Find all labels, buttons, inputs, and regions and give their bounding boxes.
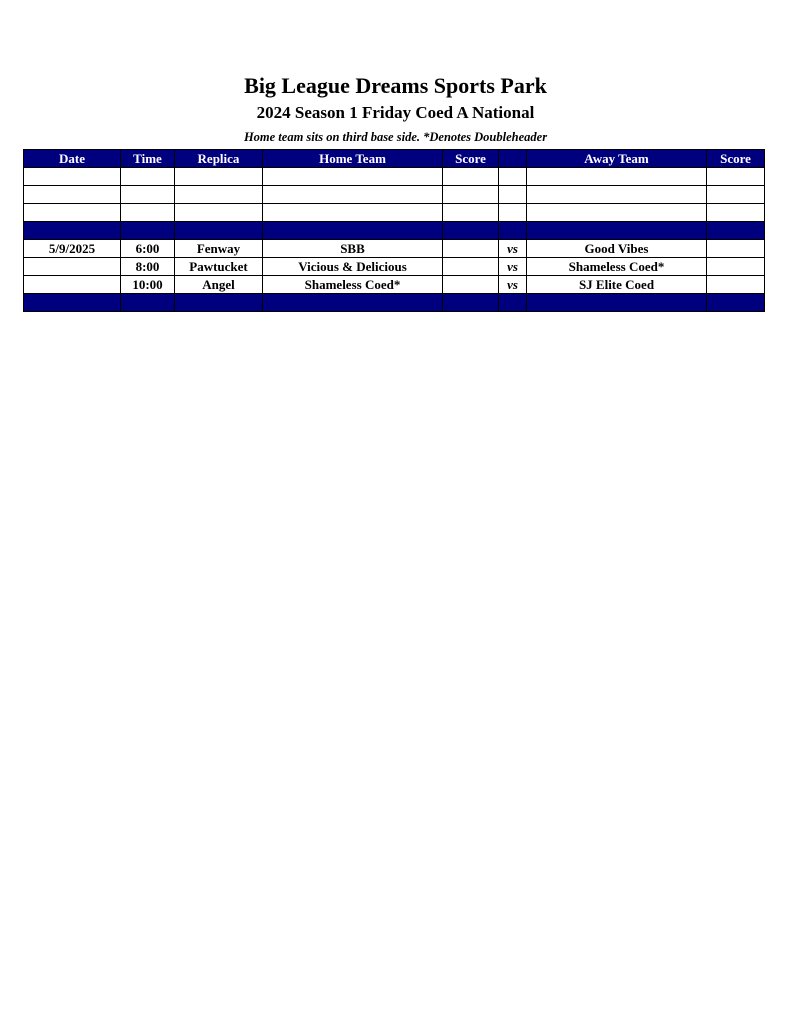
column-header-away-score: Score xyxy=(707,150,765,168)
away-score xyxy=(707,276,765,294)
column-header-home-score: Score xyxy=(443,150,499,168)
game-replica: Pawtucket xyxy=(175,258,263,276)
vs-label: vs xyxy=(499,258,527,276)
page-title: Big League Dreams Sports Park xyxy=(244,73,547,98)
home-team: Vicious & Delicious xyxy=(263,258,443,276)
vs-label: vs xyxy=(499,276,527,294)
page-subtitle: 2024 Season 1 Friday Coed A National xyxy=(256,103,535,122)
empty-row xyxy=(24,186,765,204)
home-team: Shameless Coed* xyxy=(263,276,443,294)
schedule-table xyxy=(23,149,765,312)
away-score xyxy=(707,240,765,258)
table-row xyxy=(24,240,765,258)
separator-band xyxy=(24,294,765,312)
away-team: SJ Elite Coed xyxy=(527,276,707,294)
separator-band xyxy=(24,222,765,240)
column-header-time: Time xyxy=(121,150,175,168)
column-header-vs xyxy=(499,150,527,168)
away-team: Good Vibes xyxy=(527,240,707,258)
home-score xyxy=(443,276,499,294)
home-score xyxy=(443,240,499,258)
game-date xyxy=(24,276,121,294)
vs-label: vs xyxy=(499,240,527,258)
table-row xyxy=(24,258,765,276)
game-time: 6:00 xyxy=(121,240,175,258)
empty-row xyxy=(24,168,765,186)
game-date xyxy=(24,258,121,276)
away-team: Shameless Coed* xyxy=(527,258,707,276)
home-score xyxy=(443,258,499,276)
game-date: 5/9/2025 xyxy=(24,240,121,258)
table-row xyxy=(24,276,765,294)
table-header-row xyxy=(24,150,765,168)
home-team: SBB xyxy=(263,240,443,258)
column-header-away-team: Away Team xyxy=(527,150,707,168)
away-score xyxy=(707,258,765,276)
empty-row xyxy=(24,204,765,222)
column-header-home-team: Home Team xyxy=(263,150,443,168)
game-replica: Angel xyxy=(175,276,263,294)
doubleheader-note: Home team sits on third base side. *Denotes Doubleheader xyxy=(243,130,548,144)
game-time: 8:00 xyxy=(121,258,175,276)
game-replica: Fenway xyxy=(175,240,263,258)
column-header-replica: Replica xyxy=(175,150,263,168)
column-header-date: Date xyxy=(24,150,121,168)
game-time: 10:00 xyxy=(121,276,175,294)
